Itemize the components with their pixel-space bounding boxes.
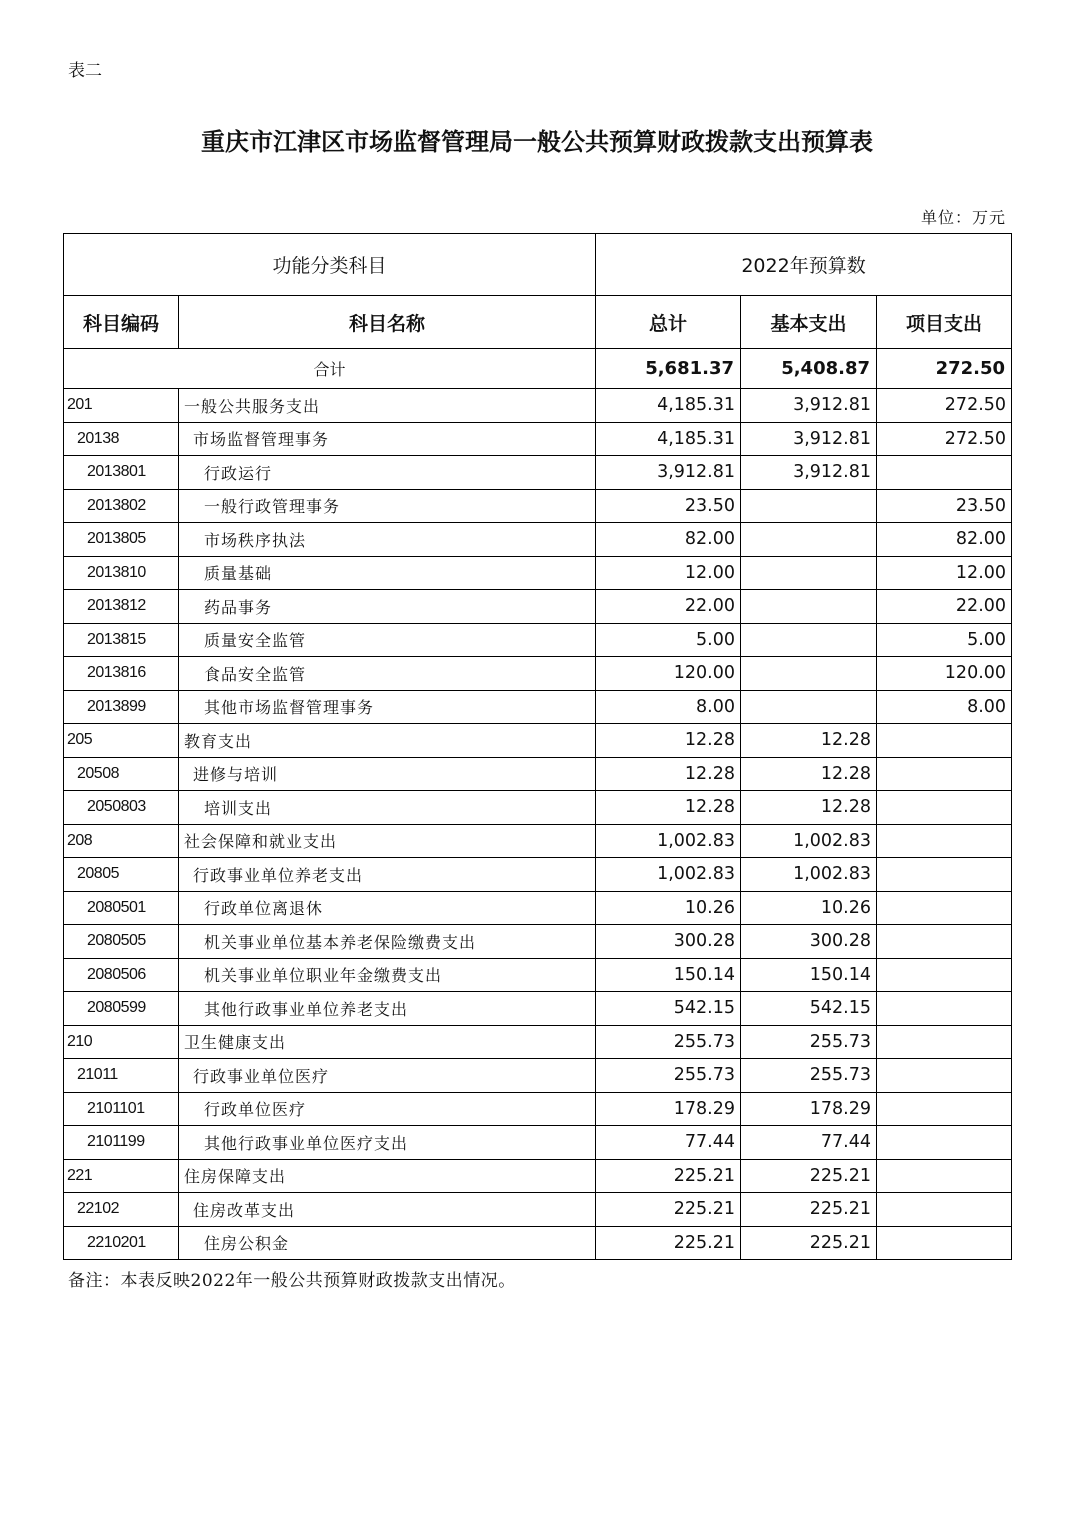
table-row (64, 992, 1012, 1026)
row-basic (741, 590, 877, 624)
row-total: 12.00 (596, 556, 741, 590)
table-row (64, 1092, 1012, 1126)
totals-row (64, 349, 1012, 389)
row-basic (741, 623, 877, 657)
row-name: 培训支出 (179, 791, 596, 825)
row-name: 其他市场监督管理事务 (179, 690, 596, 724)
row-code: 2080501 (64, 891, 179, 925)
row-name: 市场秩序执法 (179, 523, 596, 557)
table-row (64, 824, 1012, 858)
row-name: 行政事业单位养老支出 (179, 858, 596, 892)
row-code: 2013801 (64, 456, 179, 490)
row-total: 225.21 (596, 1159, 741, 1193)
row-code: 2080505 (64, 925, 179, 959)
row-project: 12.00 (877, 556, 1012, 590)
row-total: 1,002.83 (596, 824, 741, 858)
row-code: 201 (64, 389, 179, 423)
row-code: 2050803 (64, 791, 179, 825)
table-row (64, 1126, 1012, 1160)
table-row (64, 791, 1012, 825)
row-basic: 225.21 (741, 1159, 877, 1193)
row-name: 社会保障和就业支出 (179, 824, 596, 858)
row-name: 教育支出 (179, 724, 596, 758)
row-basic: 77.44 (741, 1126, 877, 1160)
row-total: 12.28 (596, 791, 741, 825)
row-basic: 1,002.83 (741, 824, 877, 858)
row-project (877, 858, 1012, 892)
row-code: 205 (64, 724, 179, 758)
row-project (877, 958, 1012, 992)
row-name: 质量基础 (179, 556, 596, 590)
row-total: 77.44 (596, 1126, 741, 1160)
row-project (877, 757, 1012, 791)
row-basic: 3,912.81 (741, 456, 877, 490)
row-project (877, 992, 1012, 1026)
row-code: 210 (64, 1025, 179, 1059)
header-total: 总计 (596, 296, 741, 349)
row-code: 22102 (64, 1193, 179, 1227)
row-project (877, 1159, 1012, 1193)
row-code: 2080599 (64, 992, 179, 1026)
document-title: 重庆市江津区市场监督管理局一般公共预算财政拨款支出预算表 (201, 127, 873, 156)
row-basic (741, 657, 877, 691)
row-name: 住房改革支出 (179, 1193, 596, 1227)
row-code: 2013805 (64, 523, 179, 557)
footnote: 备注：本表反映2022年一般公共预算财政拨款支出情况。 (68, 1271, 516, 1291)
row-project (877, 791, 1012, 825)
row-basic: 3,912.81 (741, 389, 877, 423)
row-project (877, 824, 1012, 858)
row-basic: 255.73 (741, 1059, 877, 1093)
row-name: 一般行政管理事务 (179, 489, 596, 523)
row-name: 一般公共服务支出 (179, 389, 596, 423)
row-name: 其他行政事业单位医疗支出 (179, 1126, 596, 1160)
row-code: 2013802 (64, 489, 179, 523)
row-basic: 1,002.83 (741, 858, 877, 892)
row-basic (741, 489, 877, 523)
row-project (877, 1126, 1012, 1160)
row-project (877, 891, 1012, 925)
row-name: 其他行政事业单位养老支出 (179, 992, 596, 1026)
table-row (64, 1059, 1012, 1093)
row-name: 行政事业单位医疗 (179, 1059, 596, 1093)
header-name: 科目名称 (179, 296, 596, 349)
row-name: 机关事业单位职业年金缴费支出 (179, 958, 596, 992)
table-row (64, 389, 1012, 423)
table-row (64, 690, 1012, 724)
row-total: 542.15 (596, 992, 741, 1026)
row-total: 178.29 (596, 1092, 741, 1126)
row-code: 208 (64, 824, 179, 858)
row-project: 5.00 (877, 623, 1012, 657)
totals-project: 272.50 (877, 349, 1012, 389)
row-name: 行政单位离退休 (179, 891, 596, 925)
table-row (64, 724, 1012, 758)
row-project (877, 456, 1012, 490)
header-budget-year: 2022年预算数 (596, 234, 1012, 296)
row-total: 1,002.83 (596, 858, 741, 892)
row-project: 22.00 (877, 590, 1012, 624)
row-basic (741, 690, 877, 724)
row-total: 12.28 (596, 724, 741, 758)
row-basic: 3,912.81 (741, 422, 877, 456)
table-row (64, 925, 1012, 959)
table-row (64, 456, 1012, 490)
table-row (64, 422, 1012, 456)
row-total: 5.00 (596, 623, 741, 657)
totals-basic: 5,408.87 (741, 349, 877, 389)
row-total: 255.73 (596, 1025, 741, 1059)
row-total: 12.28 (596, 757, 741, 791)
row-project (877, 1193, 1012, 1227)
table-row (64, 858, 1012, 892)
row-basic (741, 523, 877, 557)
row-basic: 10.26 (741, 891, 877, 925)
table-row (64, 1226, 1012, 1260)
table-row (64, 623, 1012, 657)
row-project (877, 1092, 1012, 1126)
row-code: 2013899 (64, 690, 179, 724)
row-total: 4,185.31 (596, 389, 741, 423)
row-total: 225.21 (596, 1226, 741, 1260)
row-project: 8.00 (877, 690, 1012, 724)
row-name: 机关事业单位基本养老保险缴费支出 (179, 925, 596, 959)
table-row (64, 757, 1012, 791)
row-total: 255.73 (596, 1059, 741, 1093)
table-row (64, 1025, 1012, 1059)
row-basic: 12.28 (741, 791, 877, 825)
row-code: 2101199 (64, 1126, 179, 1160)
row-project (877, 724, 1012, 758)
row-code: 20805 (64, 858, 179, 892)
row-total: 23.50 (596, 489, 741, 523)
row-name: 住房保障支出 (179, 1159, 596, 1193)
row-name: 进修与培训 (179, 757, 596, 791)
row-total: 8.00 (596, 690, 741, 724)
row-name: 卫生健康支出 (179, 1025, 596, 1059)
totals-total: 5,681.37 (596, 349, 741, 389)
row-name: 行政单位医疗 (179, 1092, 596, 1126)
header-code: 科目编码 (64, 296, 179, 349)
row-total: 82.00 (596, 523, 741, 557)
row-basic: 150.14 (741, 958, 877, 992)
row-total: 300.28 (596, 925, 741, 959)
row-total: 225.21 (596, 1193, 741, 1227)
row-project (877, 925, 1012, 959)
row-name: 食品安全监管 (179, 657, 596, 691)
row-name: 药品事务 (179, 590, 596, 624)
table-row (64, 958, 1012, 992)
row-project (877, 1226, 1012, 1260)
row-total: 4,185.31 (596, 422, 741, 456)
row-code: 2013810 (64, 556, 179, 590)
unit-label: 单位：万元 (920, 208, 1006, 227)
row-project: 272.50 (877, 422, 1012, 456)
row-basic: 255.73 (741, 1025, 877, 1059)
header-basic: 基本支出 (741, 296, 877, 349)
row-code: 2013816 (64, 657, 179, 691)
row-basic: 300.28 (741, 925, 877, 959)
row-code: 221 (64, 1159, 179, 1193)
row-total: 22.00 (596, 590, 741, 624)
row-total: 3,912.81 (596, 456, 741, 490)
row-code: 20138 (64, 422, 179, 456)
row-code: 2080506 (64, 958, 179, 992)
table-label: 表二 (68, 61, 102, 81)
table-row (64, 657, 1012, 691)
table-row (64, 489, 1012, 523)
row-project: 23.50 (877, 489, 1012, 523)
row-basic: 12.28 (741, 724, 877, 758)
header-row-1 (64, 234, 1012, 296)
header-func-category: 功能分类科目 (64, 234, 596, 296)
row-total: 120.00 (596, 657, 741, 691)
row-total: 150.14 (596, 958, 741, 992)
row-project: 272.50 (877, 389, 1012, 423)
budget-table (63, 233, 1012, 1260)
row-code: 2013815 (64, 623, 179, 657)
row-code: 21011 (64, 1059, 179, 1093)
row-project: 82.00 (877, 523, 1012, 557)
row-name: 行政运行 (179, 456, 596, 490)
table-row (64, 523, 1012, 557)
totals-label: 合计 (64, 349, 596, 389)
row-basic (741, 556, 877, 590)
row-total: 10.26 (596, 891, 741, 925)
row-project (877, 1059, 1012, 1093)
header-project: 项目支出 (877, 296, 1012, 349)
table-row (64, 1159, 1012, 1193)
row-project: 120.00 (877, 657, 1012, 691)
table-row (64, 891, 1012, 925)
row-name: 市场监督管理事务 (179, 422, 596, 456)
table-row (64, 590, 1012, 624)
row-code: 2210201 (64, 1226, 179, 1260)
row-basic: 225.21 (741, 1193, 877, 1227)
header-row-2 (64, 296, 1012, 349)
row-code: 20508 (64, 757, 179, 791)
row-basic: 225.21 (741, 1226, 877, 1260)
table-row (64, 1193, 1012, 1227)
row-name: 住房公积金 (179, 1226, 596, 1260)
row-basic: 12.28 (741, 757, 877, 791)
row-basic: 178.29 (741, 1092, 877, 1126)
row-basic: 542.15 (741, 992, 877, 1026)
row-project (877, 1025, 1012, 1059)
row-code: 2013812 (64, 590, 179, 624)
table-row (64, 556, 1012, 590)
row-name: 质量安全监管 (179, 623, 596, 657)
row-code: 2101101 (64, 1092, 179, 1126)
